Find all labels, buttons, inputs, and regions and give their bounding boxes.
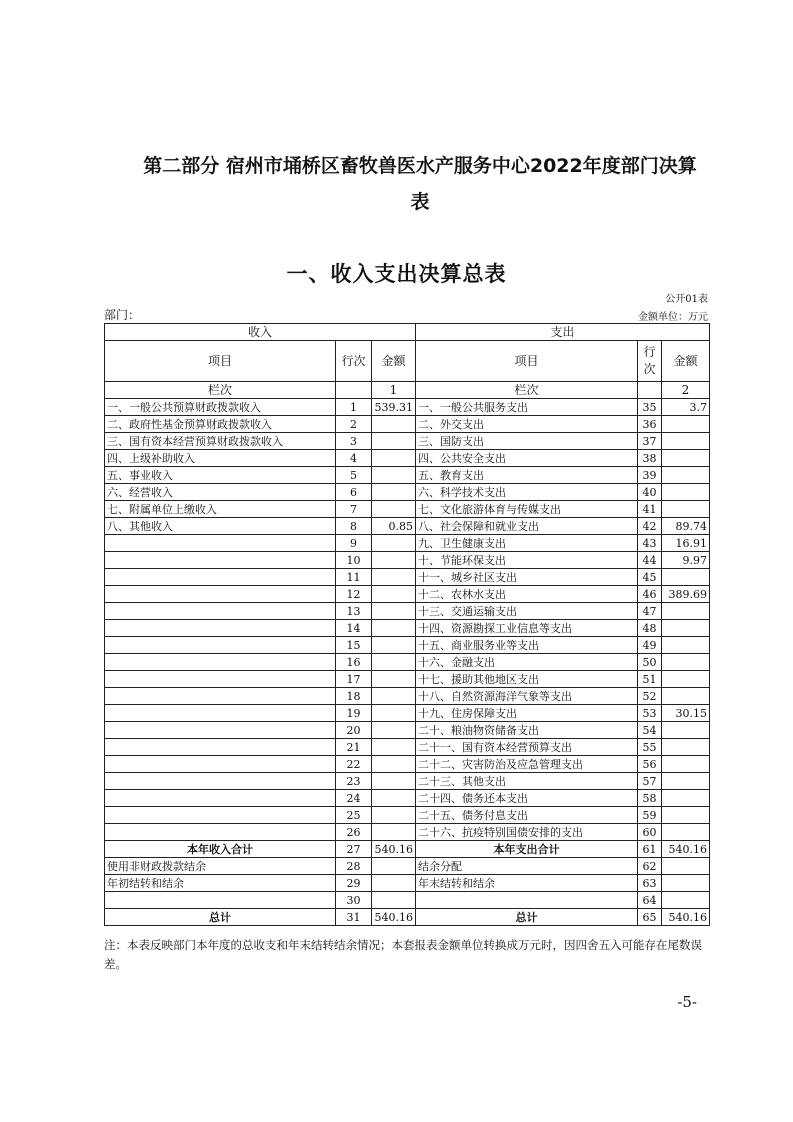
income-item-header: 项目 bbox=[105, 341, 336, 382]
table-row bbox=[105, 773, 710, 790]
line-number: 51 bbox=[638, 671, 662, 688]
amount bbox=[662, 790, 710, 807]
header-row-columns bbox=[105, 341, 710, 382]
expense-item: 八、社会保障和就业支出 bbox=[416, 518, 638, 535]
expense-item: 十九、住房保障支出 bbox=[416, 705, 638, 722]
income-item: 三、国有资本经营预算财政拨款收入 bbox=[105, 433, 336, 450]
line-number: 19 bbox=[336, 705, 372, 722]
table-row bbox=[105, 756, 710, 773]
income-item bbox=[105, 535, 336, 552]
table-row bbox=[105, 654, 710, 671]
line-number: 26 bbox=[336, 824, 372, 841]
table-row bbox=[105, 399, 710, 416]
line-number: 30 bbox=[336, 892, 372, 909]
table-row bbox=[105, 552, 710, 569]
amount: 89.74 bbox=[662, 518, 710, 535]
income-item bbox=[105, 756, 336, 773]
expense-item: 二、外交支出 bbox=[416, 416, 638, 433]
line-number: 39 bbox=[638, 467, 662, 484]
expense-item: 十、节能环保支出 bbox=[416, 552, 638, 569]
amount bbox=[372, 535, 416, 552]
expense-item: 十三、交通运输支出 bbox=[416, 603, 638, 620]
amount bbox=[372, 603, 416, 620]
line-number: 54 bbox=[638, 722, 662, 739]
expense-item: 二十六、抗疫特别国债安排的支出 bbox=[416, 824, 638, 841]
line-number: 28 bbox=[336, 858, 372, 875]
empty-cell bbox=[638, 382, 662, 399]
income-item bbox=[105, 603, 336, 620]
line-number: 42 bbox=[638, 518, 662, 535]
amount bbox=[372, 739, 416, 756]
year-expense-total-label: 本年支出合计 bbox=[416, 841, 638, 858]
expense-column-label: 栏次 bbox=[416, 382, 638, 399]
line-number: 23 bbox=[336, 773, 372, 790]
income-item bbox=[105, 671, 336, 688]
income-item bbox=[105, 722, 336, 739]
line-number: 1 bbox=[336, 399, 372, 416]
amount bbox=[372, 416, 416, 433]
amount bbox=[662, 450, 710, 467]
department-label: 部门： bbox=[104, 308, 141, 322]
line-number: 27 bbox=[336, 841, 372, 858]
line-number: 25 bbox=[336, 807, 372, 824]
line-number: 18 bbox=[336, 688, 372, 705]
amount bbox=[372, 637, 416, 654]
income-item bbox=[105, 824, 336, 841]
header-row-sections bbox=[105, 324, 710, 341]
line-number: 8 bbox=[336, 518, 372, 535]
expense-item: 九、卫生健康支出 bbox=[416, 535, 638, 552]
line-number: 47 bbox=[638, 603, 662, 620]
line-number: 5 bbox=[336, 467, 372, 484]
empty-cell bbox=[336, 382, 372, 399]
amount bbox=[662, 824, 710, 841]
income-item bbox=[105, 739, 336, 756]
expense-item: 二十、粮油物资储备支出 bbox=[416, 722, 638, 739]
income-column-number: 1 bbox=[372, 382, 416, 399]
line-number: 62 bbox=[638, 858, 662, 875]
line-number: 29 bbox=[336, 875, 372, 892]
table-row bbox=[105, 484, 710, 501]
line-number: 57 bbox=[638, 773, 662, 790]
line-number: 52 bbox=[638, 688, 662, 705]
expense-amount-header: 金额 bbox=[662, 341, 710, 382]
line-number: 56 bbox=[638, 756, 662, 773]
line-number: 61 bbox=[638, 841, 662, 858]
line-number: 43 bbox=[638, 535, 662, 552]
section-title: 一、收入支出决算总表 bbox=[286, 262, 507, 286]
expense-item: 二十四、债务还本支出 bbox=[416, 790, 638, 807]
line-number: 44 bbox=[638, 552, 662, 569]
table-row bbox=[105, 535, 710, 552]
amount bbox=[372, 773, 416, 790]
amount bbox=[372, 688, 416, 705]
amount bbox=[372, 620, 416, 637]
amount bbox=[372, 552, 416, 569]
table-row bbox=[105, 416, 710, 433]
amount bbox=[662, 773, 710, 790]
amount bbox=[662, 756, 710, 773]
expense-item: 十八、自然资源海洋气象等支出 bbox=[416, 688, 638, 705]
amount: 540.16 bbox=[662, 841, 710, 858]
expense-item: 十五、商业服务业等支出 bbox=[416, 637, 638, 654]
amount bbox=[372, 569, 416, 586]
amount: 3.7 bbox=[662, 399, 710, 416]
line-number: 37 bbox=[638, 433, 662, 450]
table-row bbox=[105, 807, 710, 824]
amount bbox=[372, 722, 416, 739]
amount: 0.85 bbox=[372, 518, 416, 535]
expense-item: 十六、金融支出 bbox=[416, 654, 638, 671]
income-item: 四、上级补助收入 bbox=[105, 450, 336, 467]
amount bbox=[662, 688, 710, 705]
line-number: 55 bbox=[638, 739, 662, 756]
expense-item: 二十二、灾害防治及应急管理支出 bbox=[416, 756, 638, 773]
grand-total-label: 总计 bbox=[105, 909, 336, 926]
income-item: 年初结转和结余 bbox=[105, 875, 336, 892]
income-item: 七、附属单位上缴收入 bbox=[105, 501, 336, 518]
expense-item: 七、文化旅游体育与传媒支出 bbox=[416, 501, 638, 518]
table-row bbox=[105, 433, 710, 450]
table-row bbox=[105, 671, 710, 688]
amount bbox=[662, 637, 710, 654]
income-item bbox=[105, 688, 336, 705]
amount bbox=[662, 416, 710, 433]
table-row bbox=[105, 705, 710, 722]
amount: 389.69 bbox=[662, 586, 710, 603]
line-number: 6 bbox=[336, 484, 372, 501]
amount bbox=[372, 501, 416, 518]
expense-item: 四、公共安全支出 bbox=[416, 450, 638, 467]
line-number: 22 bbox=[336, 756, 372, 773]
income-item bbox=[105, 620, 336, 637]
amount bbox=[662, 654, 710, 671]
amount bbox=[662, 858, 710, 875]
line-number: 63 bbox=[638, 875, 662, 892]
page-title: 第二部分 宿州市埇桥区畜牧兽医水产服务中心2022年度部门决算表 bbox=[143, 155, 697, 213]
amount bbox=[372, 671, 416, 688]
expense-item: 一、一般公共服务支出 bbox=[416, 399, 638, 416]
expense-item: 结余分配 bbox=[416, 858, 638, 875]
line-number: 11 bbox=[336, 569, 372, 586]
income-item bbox=[105, 637, 336, 654]
table-row bbox=[105, 722, 710, 739]
amount bbox=[372, 586, 416, 603]
income-item bbox=[105, 552, 336, 569]
line-number: 7 bbox=[336, 501, 372, 518]
table-row bbox=[105, 858, 710, 875]
amount bbox=[372, 450, 416, 467]
line-number: 46 bbox=[638, 586, 662, 603]
grand-total-label: 总计 bbox=[416, 909, 638, 926]
amount bbox=[662, 875, 710, 892]
income-header: 收入 bbox=[105, 324, 416, 341]
line-number: 3 bbox=[336, 433, 372, 450]
table-row bbox=[105, 467, 710, 484]
amount bbox=[662, 671, 710, 688]
line-number: 41 bbox=[638, 501, 662, 518]
expense-item: 六、科学技术支出 bbox=[416, 484, 638, 501]
line-number: 50 bbox=[638, 654, 662, 671]
table-row bbox=[105, 450, 710, 467]
expense-header: 支出 bbox=[416, 324, 710, 341]
table-row bbox=[105, 892, 710, 909]
income-item bbox=[105, 892, 336, 909]
expense-item: 五、教育支出 bbox=[416, 467, 638, 484]
line-number: 49 bbox=[638, 637, 662, 654]
amount bbox=[662, 603, 710, 620]
amount bbox=[372, 433, 416, 450]
line-number: 16 bbox=[336, 654, 372, 671]
line-number: 53 bbox=[638, 705, 662, 722]
amount: 16.91 bbox=[662, 535, 710, 552]
table-row bbox=[105, 875, 710, 892]
amount bbox=[662, 467, 710, 484]
table-row bbox=[105, 603, 710, 620]
expense-column-number: 2 bbox=[662, 382, 710, 399]
amount: 540.16 bbox=[662, 909, 710, 926]
column-index-row bbox=[105, 382, 710, 399]
table-row bbox=[105, 569, 710, 586]
year-income-total-label: 本年收入合计 bbox=[105, 841, 336, 858]
income-item: 六、经营收入 bbox=[105, 484, 336, 501]
line-number: 36 bbox=[638, 416, 662, 433]
line-number: 40 bbox=[638, 484, 662, 501]
amount bbox=[662, 892, 710, 909]
line-number: 58 bbox=[638, 790, 662, 807]
line-number: 64 bbox=[638, 892, 662, 909]
amount bbox=[372, 892, 416, 909]
expense-item: 三、国防支出 bbox=[416, 433, 638, 450]
amount bbox=[372, 654, 416, 671]
table-row bbox=[105, 518, 710, 535]
table-row bbox=[105, 501, 710, 518]
line-number: 15 bbox=[336, 637, 372, 654]
amount bbox=[372, 467, 416, 484]
income-item: 五、事业收入 bbox=[105, 467, 336, 484]
income-item bbox=[105, 705, 336, 722]
table-row bbox=[105, 790, 710, 807]
amount bbox=[372, 484, 416, 501]
expense-line-no-header: 行次 bbox=[638, 341, 662, 382]
line-number: 60 bbox=[638, 824, 662, 841]
income-item: 八、其他收入 bbox=[105, 518, 336, 535]
line-number: 17 bbox=[336, 671, 372, 688]
amount: 540.16 bbox=[372, 841, 416, 858]
amount bbox=[662, 739, 710, 756]
expense-item: 二十五、债务付息支出 bbox=[416, 807, 638, 824]
amount: 540.16 bbox=[372, 909, 416, 926]
income-item bbox=[105, 807, 336, 824]
income-item bbox=[105, 654, 336, 671]
line-number: 2 bbox=[336, 416, 372, 433]
amount bbox=[372, 807, 416, 824]
line-number: 31 bbox=[336, 909, 372, 926]
line-number: 4 bbox=[336, 450, 372, 467]
amount bbox=[662, 484, 710, 501]
expense-item: 二十一、国有资本经营预算支出 bbox=[416, 739, 638, 756]
amount-unit: 金额单位：万元 bbox=[638, 312, 708, 323]
table-row bbox=[105, 620, 710, 637]
year-total-row bbox=[105, 841, 710, 858]
amount bbox=[372, 875, 416, 892]
expense-item: 十四、资源勘探工业信息等支出 bbox=[416, 620, 638, 637]
table-row bbox=[105, 739, 710, 756]
line-number: 20 bbox=[336, 722, 372, 739]
income-item bbox=[105, 586, 336, 603]
income-column-label: 栏次 bbox=[105, 382, 336, 399]
expense-item: 二十三、其他支出 bbox=[416, 773, 638, 790]
expense-item: 十二、农林水支出 bbox=[416, 586, 638, 603]
table-row bbox=[105, 586, 710, 603]
line-number: 21 bbox=[336, 739, 372, 756]
amount bbox=[662, 569, 710, 586]
line-number: 35 bbox=[638, 399, 662, 416]
line-number: 59 bbox=[638, 807, 662, 824]
amount: 9.97 bbox=[662, 552, 710, 569]
table-row bbox=[105, 637, 710, 654]
amount bbox=[372, 705, 416, 722]
amount: 539.31 bbox=[372, 399, 416, 416]
amount bbox=[372, 824, 416, 841]
income-item: 使用非财政拨款结余 bbox=[105, 858, 336, 875]
line-number: 45 bbox=[638, 569, 662, 586]
line-number: 13 bbox=[336, 603, 372, 620]
amount bbox=[662, 807, 710, 824]
expense-item: 十七、援助其他地区支出 bbox=[416, 671, 638, 688]
line-number: 12 bbox=[336, 586, 372, 603]
amount bbox=[662, 620, 710, 637]
form-number: 公开01表 bbox=[665, 294, 708, 305]
line-number: 48 bbox=[638, 620, 662, 637]
line-number: 65 bbox=[638, 909, 662, 926]
line-number: 14 bbox=[336, 620, 372, 637]
amount bbox=[372, 756, 416, 773]
income-item bbox=[105, 773, 336, 790]
line-number: 9 bbox=[336, 535, 372, 552]
income-amount-header: 金额 bbox=[372, 341, 416, 382]
expense-item: 年末结转和结余 bbox=[416, 875, 638, 892]
amount bbox=[662, 433, 710, 450]
table-note: 注：本表反映部门本年度的总收支和年末结转结余情况；本套报表金额单位转换成万元时，因四舍五入可能存在尾数误差。 bbox=[104, 938, 702, 971]
grand-total-row bbox=[105, 909, 710, 926]
amount bbox=[372, 790, 416, 807]
income-item bbox=[105, 569, 336, 586]
amount bbox=[662, 722, 710, 739]
amount bbox=[372, 858, 416, 875]
expense-item-header: 项目 bbox=[416, 341, 638, 382]
expense-item: 十一、城乡社区支出 bbox=[416, 569, 638, 586]
line-number: 10 bbox=[336, 552, 372, 569]
income-item bbox=[105, 790, 336, 807]
page-number: -5- bbox=[677, 993, 697, 1011]
income-expense-table bbox=[104, 323, 710, 926]
amount bbox=[662, 501, 710, 518]
expense-item bbox=[416, 892, 638, 909]
line-number: 24 bbox=[336, 790, 372, 807]
amount: 30.15 bbox=[662, 705, 710, 722]
line-number: 38 bbox=[638, 450, 662, 467]
income-item: 二、政府性基金预算财政拨款收入 bbox=[105, 416, 336, 433]
table-row bbox=[105, 688, 710, 705]
table-row bbox=[105, 824, 710, 841]
income-line-no-header: 行次 bbox=[336, 341, 372, 382]
income-item: 一、一般公共预算财政拨款收入 bbox=[105, 399, 336, 416]
